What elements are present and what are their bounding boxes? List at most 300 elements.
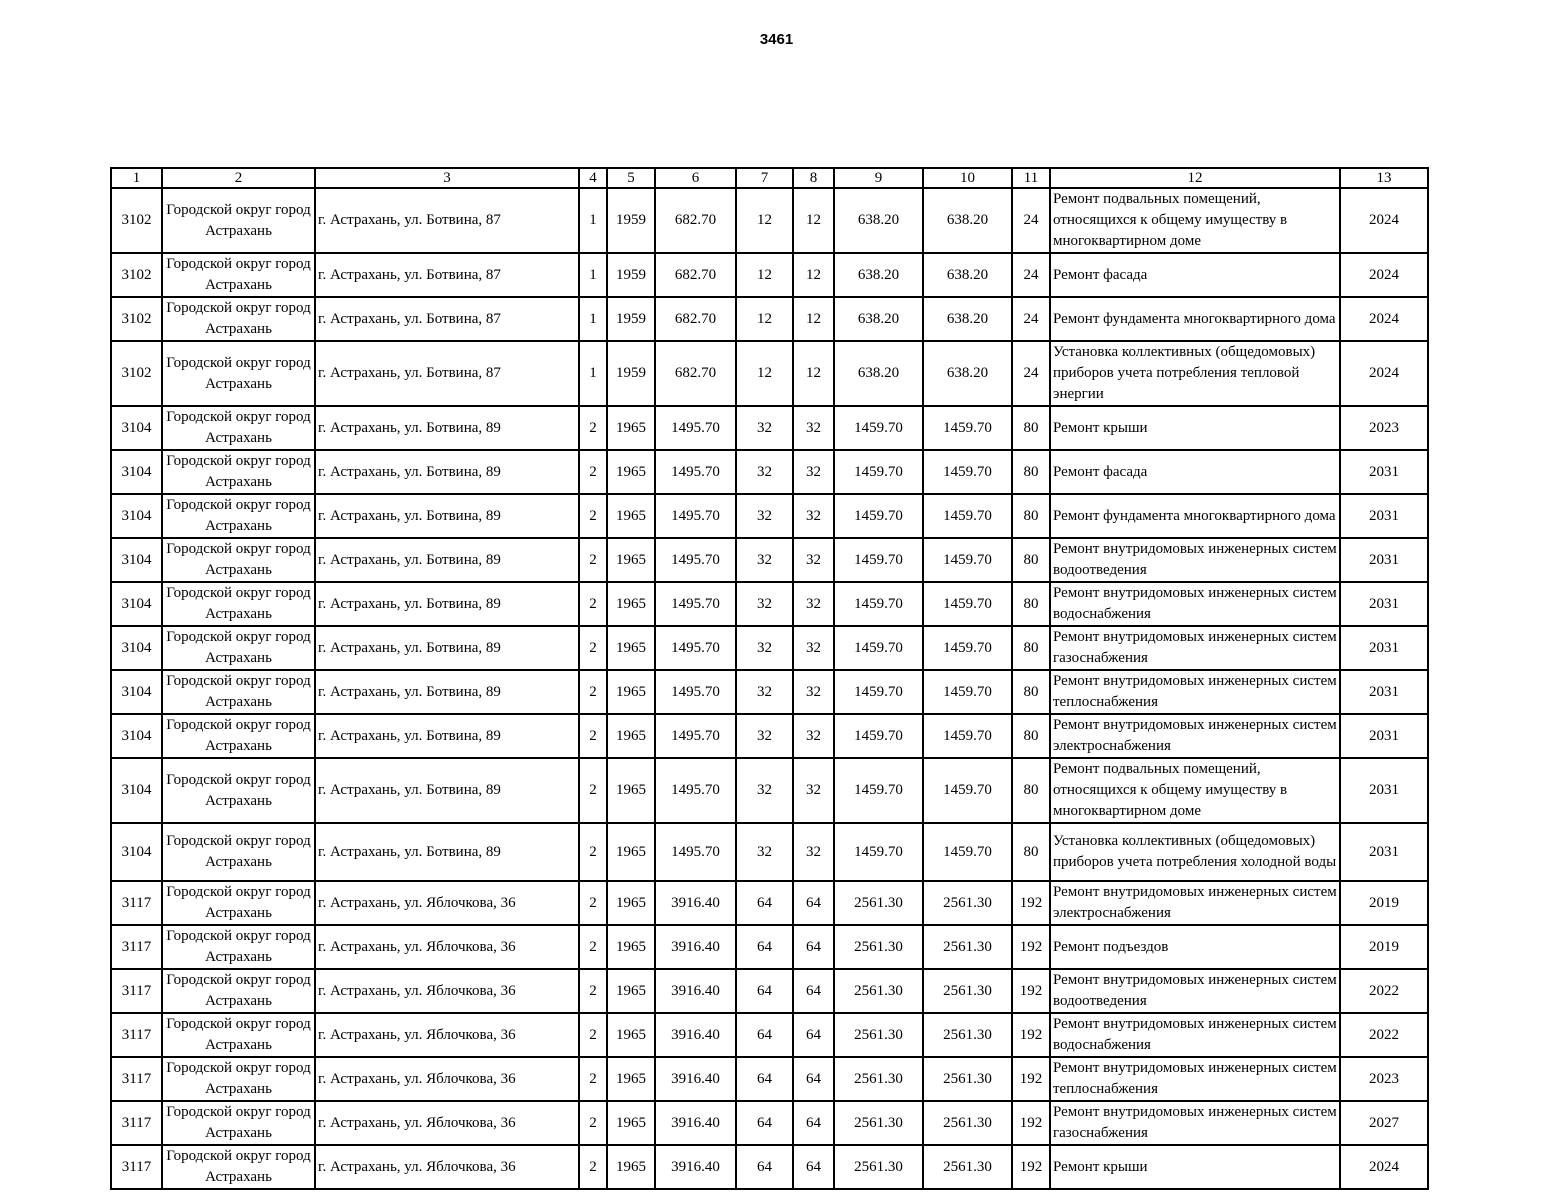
- column-6-cell: 3916.40: [655, 1101, 736, 1145]
- column-8-cell: 32: [793, 626, 834, 670]
- column-4-cell: 1: [579, 188, 607, 253]
- column-8-cell: 32: [793, 714, 834, 758]
- column-8-cell: 64: [793, 925, 834, 969]
- column-10-cell: 2561.30: [923, 881, 1012, 925]
- column-11-cell: 80: [1012, 406, 1050, 450]
- table-row: [111, 1013, 1428, 1057]
- work-type-cell: Ремонт крыши: [1050, 1145, 1340, 1189]
- municipality-cell: Городской округ город Астрахань: [162, 188, 315, 253]
- column-11-cell: 192: [1012, 1057, 1050, 1101]
- column-8-cell: 64: [793, 969, 834, 1013]
- column-6-cell: 3916.40: [655, 881, 736, 925]
- column-number-header-row: [111, 168, 1428, 188]
- column-6-cell: 3916.40: [655, 925, 736, 969]
- column-10-cell: 638.20: [923, 341, 1012, 406]
- building-id-cell: 3102: [111, 341, 162, 406]
- work-type-cell: Ремонт внутридомовых инженерных систем электроснабжения: [1050, 881, 1340, 925]
- planned-year-cell: 2031: [1340, 450, 1428, 494]
- column-10-cell: 1459.70: [923, 714, 1012, 758]
- planned-year-cell: 2019: [1340, 881, 1428, 925]
- column-4-cell: 1: [579, 253, 607, 297]
- column-6-cell: 1495.70: [655, 626, 736, 670]
- column-8-cell: 12: [793, 188, 834, 253]
- planned-year-cell: 2031: [1340, 582, 1428, 626]
- column-8-cell: 12: [793, 341, 834, 406]
- column-7-cell: 32: [736, 538, 793, 582]
- column-6-cell: 1495.70: [655, 494, 736, 538]
- column-9-cell: 638.20: [834, 188, 923, 253]
- column-header: 3: [315, 168, 579, 188]
- repair-program-table: [110, 167, 1429, 1190]
- column-6-cell: 682.70: [655, 253, 736, 297]
- building-id-cell: 3104: [111, 670, 162, 714]
- column-7-cell: 32: [736, 758, 793, 823]
- address-cell: г. Астрахань, ул. Ботвина, 89: [315, 626, 579, 670]
- municipality-cell: Городской округ город Астрахань: [162, 538, 315, 582]
- column-8-cell: 32: [793, 406, 834, 450]
- column-10-cell: 2561.30: [923, 925, 1012, 969]
- column-9-cell: 1459.70: [834, 582, 923, 626]
- column-4-cell: 2: [579, 1013, 607, 1057]
- address-cell: г. Астрахань, ул. Ботвина, 89: [315, 494, 579, 538]
- column-8-cell: 32: [793, 582, 834, 626]
- column-11-cell: 192: [1012, 1145, 1050, 1189]
- table-row: [111, 881, 1428, 925]
- building-id-cell: 3104: [111, 450, 162, 494]
- table-row: [111, 823, 1428, 881]
- column-11-cell: 80: [1012, 582, 1050, 626]
- column-8-cell: 64: [793, 1145, 834, 1189]
- column-11-cell: 24: [1012, 188, 1050, 253]
- column-7-cell: 32: [736, 582, 793, 626]
- column-9-cell: 1459.70: [834, 670, 923, 714]
- address-cell: г. Астрахань, ул. Яблочкова, 36: [315, 1145, 579, 1189]
- building-id-cell: 3104: [111, 823, 162, 881]
- column-7-cell: 32: [736, 406, 793, 450]
- year-cell: 1965: [607, 538, 655, 582]
- municipality-cell: Городской округ город Астрахань: [162, 823, 315, 881]
- planned-year-cell: 2031: [1340, 538, 1428, 582]
- column-11-cell: 80: [1012, 714, 1050, 758]
- column-8-cell: 32: [793, 670, 834, 714]
- work-type-cell: Установка коллективных (общедомовых) приборов учета потребления тепловой энергии: [1050, 341, 1340, 406]
- column-8-cell: 32: [793, 758, 834, 823]
- year-cell: 1965: [607, 670, 655, 714]
- column-9-cell: 1459.70: [834, 823, 923, 881]
- column-9-cell: 2561.30: [834, 1013, 923, 1057]
- column-10-cell: 1459.70: [923, 670, 1012, 714]
- column-10-cell: 1459.70: [923, 823, 1012, 881]
- table-row: [111, 253, 1428, 297]
- column-header: 8: [793, 168, 834, 188]
- work-type-cell: Ремонт внутридомовых инженерных систем газоснабжения: [1050, 626, 1340, 670]
- column-4-cell: 2: [579, 670, 607, 714]
- year-cell: 1965: [607, 925, 655, 969]
- column-9-cell: 2561.30: [834, 1101, 923, 1145]
- column-11-cell: 192: [1012, 925, 1050, 969]
- column-10-cell: 638.20: [923, 297, 1012, 341]
- building-id-cell: 3102: [111, 253, 162, 297]
- building-id-cell: 3104: [111, 538, 162, 582]
- planned-year-cell: 2027: [1340, 1101, 1428, 1145]
- municipality-cell: Городской округ город Астрахань: [162, 406, 315, 450]
- column-10-cell: 1459.70: [923, 406, 1012, 450]
- planned-year-cell: 2019: [1340, 925, 1428, 969]
- planned-year-cell: 2023: [1340, 1057, 1428, 1101]
- year-cell: 1965: [607, 626, 655, 670]
- column-11-cell: 80: [1012, 823, 1050, 881]
- column-6-cell: 1495.70: [655, 758, 736, 823]
- work-type-cell: Ремонт подвальных помещений, относящихся к общему имуществу в многоквартирном доме: [1050, 188, 1340, 253]
- municipality-cell: Городской округ город Астрахань: [162, 253, 315, 297]
- column-8-cell: 64: [793, 1013, 834, 1057]
- column-6-cell: 3916.40: [655, 969, 736, 1013]
- column-4-cell: 2: [579, 881, 607, 925]
- column-4-cell: 2: [579, 823, 607, 881]
- column-header: 9: [834, 168, 923, 188]
- table-row: [111, 714, 1428, 758]
- column-6-cell: 682.70: [655, 297, 736, 341]
- building-id-cell: 3104: [111, 406, 162, 450]
- planned-year-cell: 2031: [1340, 758, 1428, 823]
- municipality-cell: Городской округ город Астрахань: [162, 881, 315, 925]
- column-6-cell: 1495.70: [655, 582, 736, 626]
- address-cell: г. Астрахань, ул. Ботвина, 89: [315, 714, 579, 758]
- address-cell: г. Астрахань, ул. Ботвина, 89: [315, 823, 579, 881]
- planned-year-cell: 2031: [1340, 494, 1428, 538]
- column-10-cell: 2561.30: [923, 1145, 1012, 1189]
- municipality-cell: Городской округ город Астрахань: [162, 1013, 315, 1057]
- column-11-cell: 192: [1012, 969, 1050, 1013]
- municipality-cell: Городской округ город Астрахань: [162, 925, 315, 969]
- column-9-cell: 2561.30: [834, 1145, 923, 1189]
- municipality-cell: Городской округ город Астрахань: [162, 626, 315, 670]
- column-4-cell: 2: [579, 969, 607, 1013]
- column-header: 5: [607, 168, 655, 188]
- year-cell: 1965: [607, 1057, 655, 1101]
- column-header: 10: [923, 168, 1012, 188]
- municipality-cell: Городской округ город Астрахань: [162, 969, 315, 1013]
- column-6-cell: 1495.70: [655, 406, 736, 450]
- address-cell: г. Астрахань, ул. Ботвина, 89: [315, 582, 579, 626]
- column-10-cell: 1459.70: [923, 494, 1012, 538]
- table-row: [111, 341, 1428, 406]
- planned-year-cell: 2022: [1340, 969, 1428, 1013]
- column-7-cell: 32: [736, 714, 793, 758]
- table-row: [111, 538, 1428, 582]
- year-cell: 1959: [607, 253, 655, 297]
- column-8-cell: 64: [793, 1101, 834, 1145]
- column-6-cell: 682.70: [655, 341, 736, 406]
- planned-year-cell: 2031: [1340, 626, 1428, 670]
- column-header: 7: [736, 168, 793, 188]
- column-11-cell: 24: [1012, 297, 1050, 341]
- address-cell: г. Астрахань, ул. Ботвина, 87: [315, 297, 579, 341]
- column-header: 1: [111, 168, 162, 188]
- column-header: 12: [1050, 168, 1340, 188]
- planned-year-cell: 2024: [1340, 297, 1428, 341]
- table-row: [111, 670, 1428, 714]
- planned-year-cell: 2024: [1340, 341, 1428, 406]
- work-type-cell: Ремонт внутридомовых инженерных систем электроснабжения: [1050, 714, 1340, 758]
- table-row: [111, 626, 1428, 670]
- work-type-cell: Ремонт фасада: [1050, 253, 1340, 297]
- column-6-cell: 3916.40: [655, 1057, 736, 1101]
- building-id-cell: 3104: [111, 758, 162, 823]
- column-6-cell: 3916.40: [655, 1013, 736, 1057]
- column-9-cell: 1459.70: [834, 758, 923, 823]
- planned-year-cell: 2031: [1340, 714, 1428, 758]
- column-10-cell: 1459.70: [923, 626, 1012, 670]
- municipality-cell: Городской округ город Астрахань: [162, 494, 315, 538]
- municipality-cell: Городской округ город Астрахань: [162, 450, 315, 494]
- work-type-cell: Ремонт крыши: [1050, 406, 1340, 450]
- planned-year-cell: 2024: [1340, 253, 1428, 297]
- column-9-cell: 1459.70: [834, 494, 923, 538]
- column-11-cell: 80: [1012, 538, 1050, 582]
- address-cell: г. Астрахань, ул. Ботвина, 87: [315, 253, 579, 297]
- column-9-cell: 638.20: [834, 297, 923, 341]
- column-11-cell: 80: [1012, 626, 1050, 670]
- column-6-cell: 1495.70: [655, 538, 736, 582]
- column-8-cell: 12: [793, 297, 834, 341]
- table-row: [111, 758, 1428, 823]
- work-type-cell: Ремонт внутридомовых инженерных систем теплоснабжения: [1050, 670, 1340, 714]
- column-7-cell: 32: [736, 450, 793, 494]
- municipality-cell: Городской округ город Астрахань: [162, 297, 315, 341]
- work-type-cell: Ремонт фундамента многоквартирного дома: [1050, 297, 1340, 341]
- column-9-cell: 1459.70: [834, 626, 923, 670]
- year-cell: 1965: [607, 823, 655, 881]
- column-10-cell: 638.20: [923, 188, 1012, 253]
- column-9-cell: 2561.30: [834, 925, 923, 969]
- column-11-cell: 192: [1012, 1013, 1050, 1057]
- column-4-cell: 2: [579, 714, 607, 758]
- column-9-cell: 1459.70: [834, 406, 923, 450]
- year-cell: 1965: [607, 758, 655, 823]
- work-type-cell: Ремонт фасада: [1050, 450, 1340, 494]
- work-type-cell: Ремонт внутридомовых инженерных систем водоотведения: [1050, 538, 1340, 582]
- column-10-cell: 638.20: [923, 253, 1012, 297]
- address-cell: г. Астрахань, ул. Ботвина, 89: [315, 670, 579, 714]
- table-row: [111, 297, 1428, 341]
- address-cell: г. Астрахань, ул. Яблочкова, 36: [315, 969, 579, 1013]
- column-7-cell: 32: [736, 494, 793, 538]
- table-body: [111, 188, 1428, 1189]
- column-11-cell: 192: [1012, 881, 1050, 925]
- column-6-cell: 682.70: [655, 188, 736, 253]
- table-row: [111, 406, 1428, 450]
- column-11-cell: 24: [1012, 341, 1050, 406]
- municipality-cell: Городской округ город Астрахань: [162, 1145, 315, 1189]
- column-7-cell: 64: [736, 1145, 793, 1189]
- column-9-cell: 638.20: [834, 341, 923, 406]
- column-8-cell: 32: [793, 494, 834, 538]
- table-row: [111, 188, 1428, 253]
- column-6-cell: 1495.70: [655, 450, 736, 494]
- column-9-cell: 1459.70: [834, 450, 923, 494]
- column-4-cell: 2: [579, 538, 607, 582]
- work-type-cell: Ремонт подъездов: [1050, 925, 1340, 969]
- planned-year-cell: 2022: [1340, 1013, 1428, 1057]
- column-4-cell: 2: [579, 1101, 607, 1145]
- address-cell: г. Астрахань, ул. Ботвина, 89: [315, 406, 579, 450]
- column-9-cell: 2561.30: [834, 881, 923, 925]
- column-7-cell: 32: [736, 823, 793, 881]
- column-7-cell: 32: [736, 670, 793, 714]
- building-id-cell: 3102: [111, 297, 162, 341]
- column-10-cell: 1459.70: [923, 758, 1012, 823]
- work-type-cell: Ремонт фундамента многоквартирного дома: [1050, 494, 1340, 538]
- address-cell: г. Астрахань, ул. Ботвина, 87: [315, 341, 579, 406]
- column-7-cell: 64: [736, 1013, 793, 1057]
- planned-year-cell: 2031: [1340, 823, 1428, 881]
- planned-year-cell: 2024: [1340, 1145, 1428, 1189]
- year-cell: 1965: [607, 1145, 655, 1189]
- planned-year-cell: 2024: [1340, 188, 1428, 253]
- year-cell: 1959: [607, 297, 655, 341]
- table-row: [111, 1145, 1428, 1189]
- year-cell: 1959: [607, 341, 655, 406]
- column-8-cell: 64: [793, 1057, 834, 1101]
- table-row: [111, 1101, 1428, 1145]
- column-11-cell: 80: [1012, 670, 1050, 714]
- work-type-cell: Ремонт подвальных помещений, относящихся к общему имуществу в многоквартирном доме: [1050, 758, 1340, 823]
- building-id-cell: 3117: [111, 925, 162, 969]
- building-id-cell: 3102: [111, 188, 162, 253]
- address-cell: г. Астрахань, ул. Ботвина, 89: [315, 758, 579, 823]
- year-cell: 1965: [607, 406, 655, 450]
- work-type-cell: Ремонт внутридомовых инженерных систем теплоснабжения: [1050, 1057, 1340, 1101]
- column-9-cell: 638.20: [834, 253, 923, 297]
- column-6-cell: 1495.70: [655, 670, 736, 714]
- column-6-cell: 1495.70: [655, 714, 736, 758]
- year-cell: 1965: [607, 1101, 655, 1145]
- column-10-cell: 2561.30: [923, 1057, 1012, 1101]
- column-11-cell: 80: [1012, 450, 1050, 494]
- column-6-cell: 1495.70: [655, 823, 736, 881]
- year-cell: 1965: [607, 450, 655, 494]
- column-header: 2: [162, 168, 315, 188]
- column-header: 6: [655, 168, 736, 188]
- column-10-cell: 1459.70: [923, 450, 1012, 494]
- address-cell: г. Астрахань, ул. Яблочкова, 36: [315, 1057, 579, 1101]
- year-cell: 1965: [607, 494, 655, 538]
- column-4-cell: 2: [579, 582, 607, 626]
- address-cell: г. Астрахань, ул. Яблочкова, 36: [315, 881, 579, 925]
- municipality-cell: Городской округ город Астрахань: [162, 714, 315, 758]
- building-id-cell: 3104: [111, 626, 162, 670]
- column-8-cell: 12: [793, 253, 834, 297]
- column-4-cell: 2: [579, 1057, 607, 1101]
- column-header: 4: [579, 168, 607, 188]
- column-4-cell: 2: [579, 758, 607, 823]
- year-cell: 1965: [607, 1013, 655, 1057]
- column-10-cell: 2561.30: [923, 969, 1012, 1013]
- work-type-cell: Ремонт внутридомовых инженерных систем газоснабжения: [1050, 1101, 1340, 1145]
- column-10-cell: 1459.70: [923, 538, 1012, 582]
- column-header: 13: [1340, 168, 1428, 188]
- column-7-cell: 64: [736, 925, 793, 969]
- address-cell: г. Астрахань, ул. Яблочкова, 36: [315, 1013, 579, 1057]
- column-4-cell: 1: [579, 297, 607, 341]
- address-cell: г. Астрахань, ул. Ботвина, 89: [315, 450, 579, 494]
- year-cell: 1965: [607, 582, 655, 626]
- column-9-cell: 2561.30: [834, 969, 923, 1013]
- column-7-cell: 64: [736, 1101, 793, 1145]
- column-7-cell: 12: [736, 297, 793, 341]
- municipality-cell: Городской округ город Астрахань: [162, 1101, 315, 1145]
- building-id-cell: 3104: [111, 494, 162, 538]
- column-header: 11: [1012, 168, 1050, 188]
- building-id-cell: 3117: [111, 1145, 162, 1189]
- work-type-cell: Ремонт внутридомовых инженерных систем водоснабжения: [1050, 1013, 1340, 1057]
- table-row: [111, 582, 1428, 626]
- column-4-cell: 2: [579, 494, 607, 538]
- work-type-cell: Установка коллективных (общедомовых) приборов учета потребления холодной воды: [1050, 823, 1340, 881]
- table-row: [111, 969, 1428, 1013]
- year-cell: 1965: [607, 714, 655, 758]
- column-11-cell: 80: [1012, 494, 1050, 538]
- column-8-cell: 32: [793, 450, 834, 494]
- year-cell: 1959: [607, 188, 655, 253]
- column-7-cell: 32: [736, 626, 793, 670]
- column-4-cell: 2: [579, 406, 607, 450]
- table-row: [111, 494, 1428, 538]
- column-9-cell: 1459.70: [834, 538, 923, 582]
- building-id-cell: 3104: [111, 714, 162, 758]
- building-id-cell: 3104: [111, 582, 162, 626]
- municipality-cell: Городской округ город Астрахань: [162, 670, 315, 714]
- work-type-cell: Ремонт внутридомовых инженерных систем водоотведения: [1050, 969, 1340, 1013]
- address-cell: г. Астрахань, ул. Яблочкова, 36: [315, 925, 579, 969]
- building-id-cell: 3117: [111, 1101, 162, 1145]
- column-7-cell: 12: [736, 253, 793, 297]
- municipality-cell: Городской округ город Астрахань: [162, 341, 315, 406]
- planned-year-cell: 2023: [1340, 406, 1428, 450]
- column-11-cell: 24: [1012, 253, 1050, 297]
- column-7-cell: 64: [736, 1057, 793, 1101]
- table-row: [111, 1057, 1428, 1101]
- column-10-cell: 1459.70: [923, 582, 1012, 626]
- work-type-cell: Ремонт внутридомовых инженерных систем водоснабжения: [1050, 582, 1340, 626]
- municipality-cell: Городской округ город Астрахань: [162, 582, 315, 626]
- table-row: [111, 450, 1428, 494]
- building-id-cell: 3117: [111, 881, 162, 925]
- column-7-cell: 64: [736, 881, 793, 925]
- page-number: 3461: [759, 31, 794, 48]
- address-cell: г. Астрахань, ул. Ботвина, 87: [315, 188, 579, 253]
- column-4-cell: 1: [579, 341, 607, 406]
- column-4-cell: 2: [579, 450, 607, 494]
- column-4-cell: 2: [579, 626, 607, 670]
- address-cell: г. Астрахань, ул. Яблочкова, 36: [315, 1101, 579, 1145]
- column-8-cell: 64: [793, 881, 834, 925]
- municipality-cell: Городской округ город Астрахань: [162, 1057, 315, 1101]
- building-id-cell: 3117: [111, 1013, 162, 1057]
- column-7-cell: 64: [736, 969, 793, 1013]
- column-8-cell: 32: [793, 538, 834, 582]
- column-7-cell: 12: [736, 341, 793, 406]
- table-row: [111, 925, 1428, 969]
- column-11-cell: 192: [1012, 1101, 1050, 1145]
- column-7-cell: 12: [736, 188, 793, 253]
- column-11-cell: 80: [1012, 758, 1050, 823]
- municipality-cell: Городской округ город Астрахань: [162, 758, 315, 823]
- year-cell: 1965: [607, 881, 655, 925]
- year-cell: 1965: [607, 969, 655, 1013]
- building-id-cell: 3117: [111, 1057, 162, 1101]
